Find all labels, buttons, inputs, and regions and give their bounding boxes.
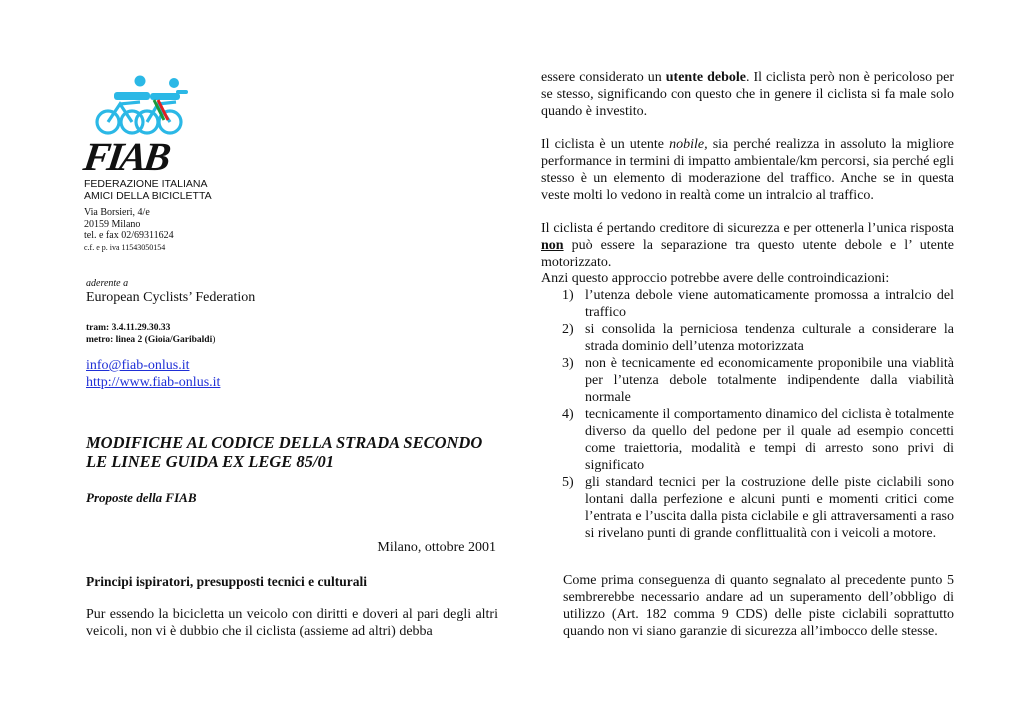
email-link[interactable]: info@fiab-onlus.it [86, 358, 190, 373]
p3-text-a: Il ciclista é pertando creditore di sicurezza e per ottenerla l’unica risposta [541, 221, 954, 236]
membership-federation: European Cyclists’ Federation [86, 290, 256, 305]
document-title: MODIFICHE AL CODICE DELLA STRADA SECONDO LE LINEE GUIDA EX LEGE 85/01 [86, 433, 483, 471]
transit-tram: tram: 3.4.11.29.30.33 [86, 323, 171, 333]
list-item-text: gli standard tecnici per la costruzione delle piste ciclabili sono lontani dalla perfezione e alcuni punti e momenti critici come l’entrata e l’uscita dalla pista ciclabile e gli attraversamenti a raso si rivelano punti di grande conflittualità con i veicoli a motore. [585, 475, 954, 541]
address-tax-id: c.f. e p. iva 11543050154 [84, 242, 166, 252]
p1-text-a: essere considerato un [541, 70, 666, 85]
section-heading: Principi ispiratori, presupposti tecnici e culturali [86, 574, 367, 589]
website-link[interactable]: http://www.fiab-onlus.it [86, 375, 221, 390]
list-item-text: tecnicamente il comportamento dinamico del ciclista è totalmente diverso da quello del pedone per il quale ad esempio concetti come traiettoria, modalità e tempi di arresto sono privi di significato [585, 407, 954, 473]
organization-name [84, 178, 212, 202]
list-item-text: l’utenza debole viene automaticamente promossa a intralcio del traffico [585, 288, 954, 320]
membership-label: aderente a [86, 278, 129, 289]
transit-info [86, 323, 215, 346]
fiab-wordmark: FIAB [80, 134, 171, 179]
address-city: 20159 Milano [84, 218, 141, 230]
p1-emphasis: utente debole [665, 70, 746, 85]
paragraph-weak-user [541, 69, 954, 120]
p2-text-c: sia perché realizza in assoluto la migliore performance in termini di impatto ambientale/km percorsi, sia perché egli stesso è un elemento di moderazione del traffico. Anche se in questa veste molti lo vedono in realtà come un intralcio al traffico. [541, 137, 955, 203]
list-item-number: 4) [562, 407, 574, 422]
list-item-text: non è tecnicamente ed economicamente proponibile una viablità per l’utenza debole totalmente indipendente dalla viabilità normale [585, 356, 954, 405]
paragraph-noble-user [541, 136, 954, 204]
p3-text-c: può essere la separazione tra questo utente debole e l’ utente motorizzato. [541, 238, 954, 270]
list-item [541, 406, 954, 474]
paragraph-contraindications: Anzi questo approccio potrebbe avere delle controindicazioni: [541, 271, 890, 286]
list-item-number: 1) [562, 288, 574, 303]
document-subtitle: Proposte della FIAB [86, 490, 197, 505]
list-item [541, 474, 954, 542]
document-dateline: Milano, ottobre 2001 [377, 540, 496, 555]
p2-emphasis: nobile, [669, 137, 708, 152]
address-street: Via Borsieri, 4/e [84, 207, 150, 218]
paragraph-safety [541, 220, 954, 271]
transit-metro [86, 335, 215, 347]
list-item-text: si consolida la perniciosa tendenza culturale a considerare la strada dominio dell’utenza motorizzata [585, 322, 954, 354]
intro-paragraph: Pur essendo la bicicletta un veicolo con diritti e doveri al pari degli altri veicoli, non vi è dubbio che il ciclista (assieme ad altri) debba [86, 607, 498, 639]
address-block [84, 207, 174, 253]
list-item-number: 3) [562, 356, 574, 371]
org-line-2: AMICI DELLA BICICLETTA [84, 190, 212, 202]
p2-text-a: Il ciclista è un utente [541, 137, 670, 152]
p3-emphasis: non [541, 238, 564, 253]
contraindications-list [541, 287, 954, 542]
list-item-number: 2) [562, 322, 574, 337]
transit-metro-bold: metro: linea 2 (Gioia/Garibaldi [86, 334, 213, 345]
org-line-1: FEDERAZIONE ITALIANA [84, 178, 208, 190]
list-item-number: 5) [562, 475, 574, 490]
p1-text-c: . Il ciclista però non è pericoloso per se stesso, significando con questo che in genere il ciclista si fa male solo quando è investito. [541, 70, 955, 119]
list-item [541, 355, 954, 406]
list-item [541, 287, 954, 321]
contact-links [86, 357, 220, 391]
transit-metro-end: ) [212, 334, 216, 345]
paragraph-consequence: Come prima conseguenza di quanto segnalato al precedente punto 5 sembrerebbe necessario andare ad un superamento dell’obbligo di utilizzo (Art. 182 comma 9 CDS) delle piste ciclabili soprattutto quando non vi siano garanzie di sicurezza all’imbocco delle stesse. [563, 573, 954, 639]
address-phone: tel. e fax 02/69311624 [84, 230, 174, 241]
list-item [541, 321, 954, 355]
